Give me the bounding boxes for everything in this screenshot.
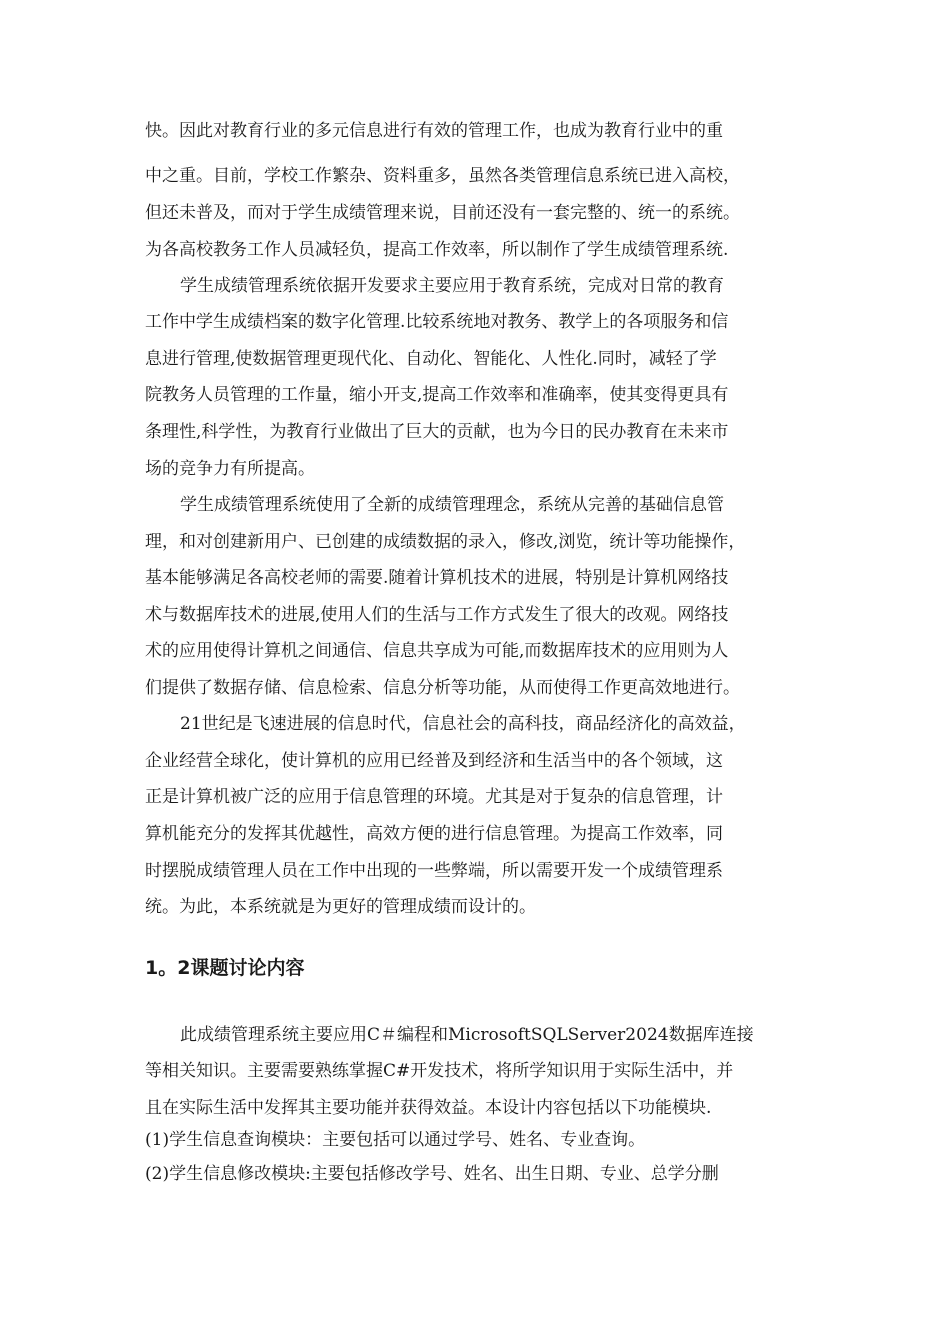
list-item-text: (1)学生信息查询模块：主要包括可以通过学号、姓名、专业查询。 xyxy=(145,1130,646,1150)
text-line-content: 时摆脱成绩管理人员在工作中出现的一些弊端，所以需要开发一个成绩管理系 xyxy=(145,861,723,881)
text-line-content: 统。为此，本系统就是为更好的管理成绩而设计的。 xyxy=(145,897,536,917)
text-line-content: 工作中学生成绩档案的数字化管理.比较系统地对教务、教学上的各项服务和信 xyxy=(145,312,729,332)
text-line-content: 学生成绩管理系统依据开发要求主要应用于教育系统，完成对日常的教育 xyxy=(180,276,724,296)
text-line-content: 术的应用使得计算机之间通信、信息共享成为可能,而数据库技术的应用则为人 xyxy=(145,641,729,661)
text-line-content: 中之重。目前，学校工作繁杂、资料重多，虽然各类管理信息系统已进入高校， xyxy=(145,166,740,186)
list-item-text: (2)学生信息修改模块:主要包括修改学号、姓名、出生日期、专业、总学分删 xyxy=(145,1164,719,1184)
text-line-content: 此成绩管理系统主要应用C＃编程和MicrosoftSQLServer2024数据库连接 xyxy=(180,1025,754,1045)
text-line-content: 企业经营全球化，使计算机的应用已经普及到经济和生活当中的各个领域，这 xyxy=(145,751,723,771)
text-line-content: 且在实际生活中发挥其主要功能并获得效益。本设计内容包括以下功能模块. xyxy=(145,1098,712,1118)
text-line-content: 学生成绩管理系统使用了全新的成绩管理理念，系统从完善的基础信息管 xyxy=(180,495,724,515)
text-line-content: 息进行管理,使数据管理更现代化、自动化、智能化、人性化.同时，减轻了学 xyxy=(145,349,717,369)
text-line-content: 基本能够满足各高校老师的需要.随着计算机技术的进展，特别是计算机网络技 xyxy=(145,568,729,588)
text-line-content: 等相关知识。主要需要熟练掌握C#开发技术，将所学知识用于实际生活中，并 xyxy=(145,1061,734,1081)
text-line-content: 为各高校教务工作人员减轻负，提高工作效率，所以制作了学生成绩管理系统. xyxy=(145,240,729,260)
text-line-content: 快。因此对教育行业的多元信息进行有效的管理工作，也成为教育行业中的重 xyxy=(145,121,723,141)
text-line-content: 场的竞争力有所提高。 xyxy=(145,459,315,479)
section-heading: 1。2课题讨论内容 xyxy=(145,957,305,979)
text-line-content: 正是计算机被广泛的应用于信息管理的环境。尤其是对于复杂的信息管理，计 xyxy=(145,787,723,807)
text-line-content: 但还未普及，而对于学生成绩管理来说，目前还没有一套完整的、统一的系统。 xyxy=(145,203,740,223)
text-line-content: 算机能充分的发挥其优越性，高效方便的进行信息管理。为提高工作效率，同 xyxy=(145,824,723,844)
text-line-content: 院教务人员管理的工作量，缩小开支,提高工作效率和准确率，使其变得更具有 xyxy=(145,385,729,405)
text-line-content: 们提供了数据存储、信息检索、信息分析等功能，从而使得工作更高效地进行。 xyxy=(145,678,740,698)
text-line-content: 术与数据库技术的进展,使用人们的生活与工作方式发生了很大的改观。网络技 xyxy=(145,605,729,625)
text-line-content: 条理性,科学性，为教育行业做出了巨大的贡献，也为今日的民办教育在未来市 xyxy=(145,422,729,442)
text-line-content: 21世纪是飞速进展的信息时代，信息社会的高科技，商品经济化的高效益， xyxy=(180,714,746,734)
text-line-content: 理，和对创建新用户、已创建的成绩数据的录入，修改,浏览，统计等功能操作， xyxy=(145,532,746,552)
